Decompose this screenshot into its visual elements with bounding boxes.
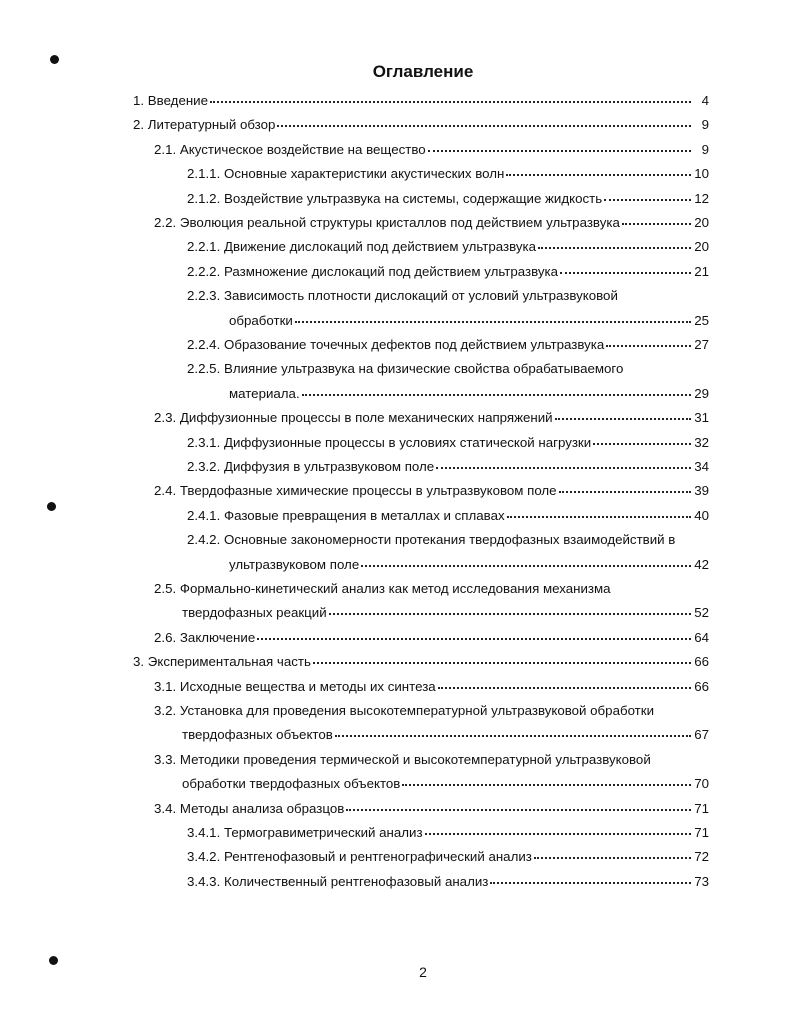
toc-entry-number: 2.2.1. (187, 239, 221, 255)
toc-title: Оглавление (372, 62, 474, 81)
toc-entry-number: 2.4.1. (187, 507, 221, 523)
page-number: 2 (419, 964, 427, 980)
toc-entry[interactable] (154, 482, 709, 500)
toc-entry[interactable] (187, 336, 709, 354)
dot-leader (302, 384, 691, 396)
toc-entry-page: 21 (694, 263, 709, 279)
toc-entry-number: 3. (133, 654, 145, 670)
toc-entry-page: 64 (694, 629, 709, 645)
toc-entry-number: 3.4.3. (187, 873, 221, 889)
toc-entry[interactable] (154, 580, 611, 598)
toc-entry-page: 9 (701, 117, 709, 133)
dot-leader (295, 311, 691, 323)
toc-entry-number: 2.2. (154, 215, 177, 230)
toc-entry-page: 10 (694, 166, 709, 182)
toc-entry-page: 4 (701, 93, 709, 108)
toc-entry-title: Основные закономерности протекания твердофазных взаимодействий в (223, 532, 676, 548)
toc-entry-page: 40 (694, 507, 709, 523)
toc-entry[interactable] (187, 458, 709, 476)
toc-entry-title-continued: обработки твердофазных объектов (182, 776, 401, 792)
dot-leader (313, 652, 691, 664)
toc-entry-title: Диффузия в ультразвуковом поле (223, 459, 435, 474)
toc-entry-page: 20 (694, 215, 709, 230)
toc-entry-title: Установка для проведения высокотемпературной ультразвуковой обработки (179, 703, 655, 718)
toc-entry-title: Методы анализа образцов (179, 800, 345, 816)
toc-entry[interactable] (187, 873, 709, 891)
toc-entry-title: Зависимость плотности дислокаций от условий ультразвуковой (223, 288, 618, 304)
toc-entry-title: Акустическое воздействие на вещество (179, 141, 426, 157)
dot-leader (346, 799, 691, 811)
dot-leader (622, 213, 691, 225)
toc-entry-number: 2.1. (154, 141, 177, 157)
toc-entry-page: 71 (694, 825, 709, 840)
toc-entry-continuation[interactable] (229, 312, 709, 330)
toc-entry-title: Образование точечных дефектов под действием ультразвука (223, 337, 605, 352)
toc-entry[interactable] (154, 800, 709, 818)
toc-entry[interactable] (187, 360, 623, 378)
toc-entry[interactable] (154, 751, 651, 769)
toc-entry[interactable] (154, 409, 709, 427)
toc-entry-title: Эволюция реальной структуры кристаллов под действием ультразвука (179, 215, 620, 230)
toc-entry[interactable] (154, 214, 709, 232)
toc-entry-title: Движение дислокаций под действием ультразвука (223, 239, 536, 255)
toc-entry-page: 72 (694, 849, 709, 865)
toc-entry-page: 27 (694, 337, 709, 352)
toc-entry[interactable] (187, 165, 709, 183)
dot-leader (438, 677, 691, 689)
toc-entry-number: 2.1.2. (187, 190, 221, 206)
toc-entry-title: Введение (147, 93, 209, 108)
dot-leader (210, 91, 691, 103)
dot-leader (257, 628, 691, 640)
toc-entry-page: 32 (694, 434, 709, 450)
toc-entry[interactable] (154, 141, 709, 159)
toc-entry[interactable] (187, 531, 675, 549)
toc-entry-number: 3.4. (154, 800, 177, 816)
dot-leader (277, 115, 691, 127)
toc-entry-title: Экспериментальная часть (147, 654, 311, 670)
toc-entry[interactable] (154, 629, 709, 647)
toc-entry-continuation[interactable] (182, 726, 709, 744)
dot-leader (606, 335, 691, 347)
dot-leader (490, 872, 691, 884)
toc-entry-page: 29 (694, 385, 709, 401)
toc-entry-title: Влияние ультразвука на физические свойства обрабатываемого (223, 361, 624, 377)
dot-leader (436, 457, 691, 469)
toc-entry-page: 70 (694, 776, 709, 792)
toc-entry-number: 2. (133, 117, 145, 133)
toc-entry-number: 2.3.2. (187, 459, 221, 474)
toc-entry-number: 3.2. (154, 703, 177, 718)
toc-entry-title: Методики проведения термической и высокотемпературной ультразвуковой (179, 751, 651, 767)
toc-entry-number: 2.2.2. (187, 263, 221, 279)
toc-entry-page: 66 (694, 678, 709, 694)
toc-entry-number: 2.2.3. (187, 288, 221, 304)
toc-entry-page: 9 (701, 141, 709, 157)
toc-entry[interactable] (187, 848, 709, 866)
toc-entry[interactable] (154, 702, 654, 720)
toc-entry-page: 52 (694, 605, 709, 621)
toc-entry-number: 2.1.1. (187, 166, 221, 182)
dot-leader (560, 262, 691, 274)
toc-entry[interactable] (187, 263, 709, 281)
toc-entry-continuation[interactable] (182, 604, 709, 622)
toc-entry-title: Фазовые превращения в металлах и сплавах (223, 507, 505, 523)
dot-leader (534, 847, 691, 859)
dot-leader (507, 506, 691, 518)
toc-entry-title-continued: материала. (229, 385, 300, 401)
toc-entry-title: Термогравиметрический анализ (223, 825, 423, 840)
toc-entry-title: Размножение дислокаций под действием ультразвука (223, 263, 558, 279)
toc-entry-number: 3.4.1. (187, 825, 221, 840)
toc-entry-title: Основные характеристики акустических волн (223, 166, 505, 182)
toc-entry[interactable] (187, 507, 709, 525)
dot-leader (506, 164, 691, 176)
toc-entry-page: 34 (694, 459, 709, 474)
toc-entry-number: 3.3. (154, 751, 177, 767)
toc-entry-page: 31 (694, 410, 709, 426)
toc-entry-number: 3.1. (154, 678, 177, 694)
toc-entry[interactable] (187, 434, 709, 452)
toc-entry-page: 42 (694, 556, 709, 572)
dot-leader (361, 555, 691, 567)
dot-leader (559, 481, 691, 493)
toc-entry-number: 1. (133, 93, 145, 108)
toc-entry-title: Диффузионные процессы в поле механических напряжений (179, 410, 553, 426)
toc-entry-title: Заключение (179, 629, 256, 645)
toc-entry[interactable] (133, 92, 709, 110)
toc-entry[interactable] (187, 824, 709, 842)
toc-entry-page: 20 (694, 239, 709, 255)
toc-entry-title-continued: твердофазных объектов (182, 727, 333, 743)
dot-leader (329, 603, 691, 615)
toc-entry-number: 2.6. (154, 629, 177, 645)
toc-entry-page: 67 (694, 727, 709, 743)
toc-entry-page: 25 (694, 312, 709, 328)
toc-entry-page: 73 (694, 873, 709, 889)
toc-entry-title: Рентгенофазовый и рентгенографический анализ (223, 849, 532, 865)
dot-leader (555, 408, 691, 420)
toc-entry-number: 2.2.5. (187, 361, 221, 377)
dot-leader (425, 823, 691, 835)
toc-entry-title: Литературный обзор (147, 117, 276, 133)
dot-leader (538, 237, 691, 249)
toc-entry-title-continued: твердофазных реакций (182, 605, 327, 621)
toc-entry-title: Воздействие ультразвука на системы, содержащие жидкость (223, 190, 603, 206)
toc-entry-number: 2.3.1. (187, 434, 221, 450)
toc-entry[interactable] (133, 653, 709, 671)
toc-entry-number: 2.4.2. (187, 532, 221, 548)
dot-leader (335, 725, 691, 737)
dot-leader (428, 140, 691, 152)
toc-entry-title: Твердофазные химические процессы в ультразвуковом поле (179, 483, 557, 499)
toc-entry-title: Формально-кинетический анализ как метод исследования механизма (179, 581, 611, 596)
toc-entry-title: Диффузионные процессы в условиях статической нагрузки (223, 434, 592, 450)
toc-entry-page: 39 (694, 483, 709, 499)
toc-entry-continuation[interactable] (229, 385, 709, 403)
dot-leader (593, 433, 691, 445)
toc-entry-title-continued: обработки (229, 312, 293, 328)
punch-hole-mark (47, 502, 56, 511)
toc-entry-title: Исходные вещества и методы их синтеза (179, 678, 436, 694)
dot-leader (604, 189, 691, 201)
toc-entry-number: 2.4. (154, 483, 177, 499)
toc-entry-number: 2.3. (154, 410, 177, 426)
toc-entry[interactable] (154, 678, 709, 696)
toc-entry[interactable] (187, 287, 618, 305)
toc-entry-continuation[interactable] (229, 556, 709, 574)
dot-leader (402, 774, 691, 786)
toc-entry[interactable] (187, 238, 709, 256)
toc-entry[interactable] (187, 190, 709, 208)
toc-entry-title: Количественный рентгенофазовый анализ (223, 873, 489, 889)
toc-entry-page: 12 (694, 190, 709, 206)
toc-entry[interactable] (133, 116, 709, 134)
toc-entry-page: 66 (694, 654, 709, 670)
toc-entry-page: 71 (694, 800, 709, 816)
toc-entry-title-continued: ультразвуковом поле (229, 556, 360, 572)
toc-entry-number: 2.2.4. (187, 337, 221, 352)
toc-entry-number: 2.5. (154, 581, 177, 596)
toc-entry-number: 3.4.2. (187, 849, 221, 865)
toc-entry-continuation[interactable] (182, 775, 709, 793)
